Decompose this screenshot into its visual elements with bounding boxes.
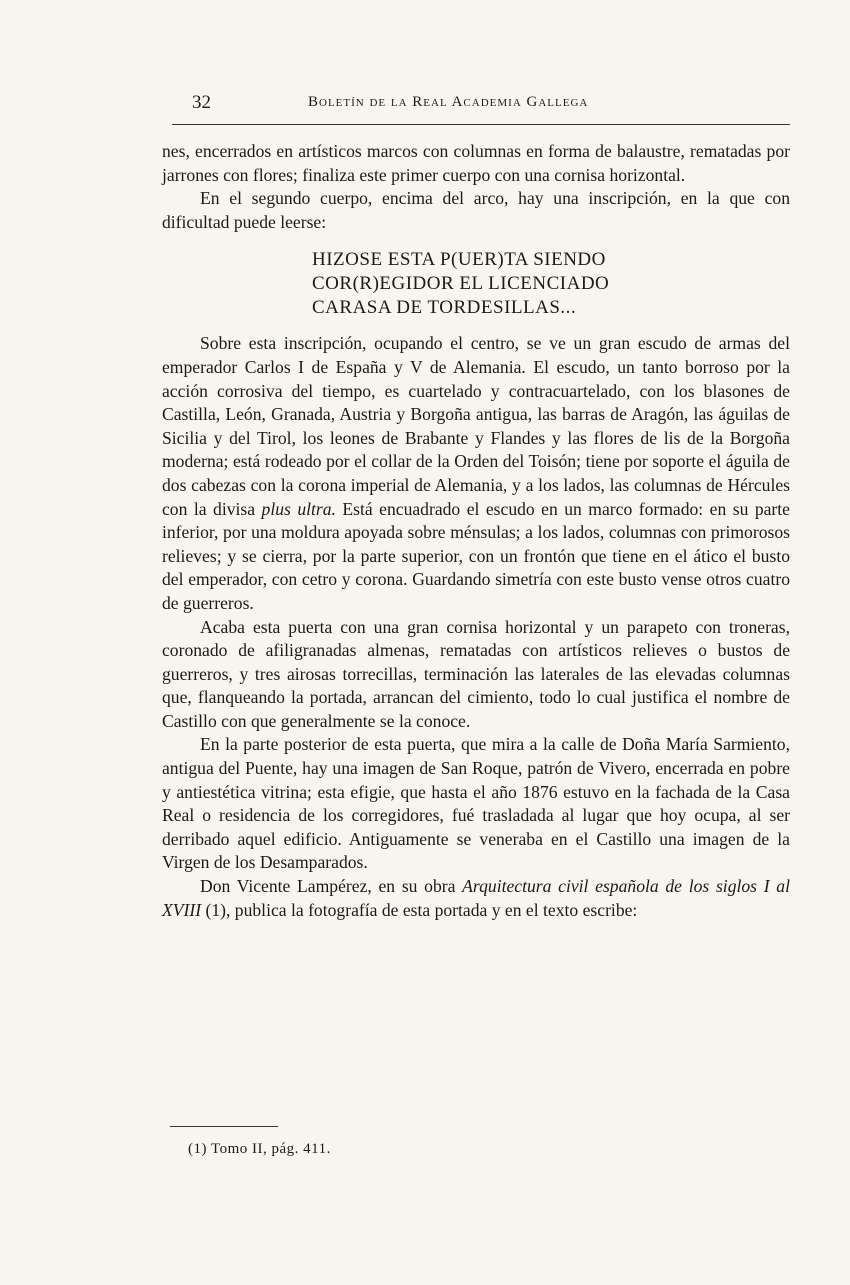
paragraph-3-italic: plus ultra. [261, 498, 336, 519]
paragraph-6-part-a: Don Vicente Lampérez, en su obra [200, 876, 456, 897]
inscription-line-3: CARASA DE TORDESILLAS... [312, 297, 577, 319]
paragraph-6-part-b: (1), publica la fotografía de esta portada y en el texto escribe: [201, 899, 638, 920]
paragraph-3-part-b: Está encuadrado el escudo en un marco formado: en su parte inferior, por una moldura apoyada sobre ménsulas; a los lados, columnas con primorosos relieves; y se cierra, por la parte superior, con un frontón que tiene en el ático el busto del emperador, con cetro y corona. Guardando simetría con este busto vense otros cuatro de guerreros. [162, 498, 790, 613]
paragraph-2: En el segundo cuerpo, encima del arco, hay una inscripción, en la que con dificultad puede leerse: [162, 188, 790, 232]
paragraph-4: Acaba esta puerta con una gran cornisa horizontal y un parapeto con troneras, coronado de afiligranadas almenas, rematadas con artísticos relieves o bustos de guerreros, y tres airosas torrecillas, terminación las laterales de las elevadas columnas que, flanqueando la portada, arrancan del cimiento, todo lo cual justifica el nombre de Castillo con que generalmente se la conoce. [162, 616, 790, 731]
footnote-rule [170, 1126, 278, 1127]
running-head: Boletín de la Real Academia Gallega [308, 94, 589, 110]
paragraph-3 [162, 332, 790, 615]
paragraph-6-italic: Arquitectura civil española de los siglos I al XVIII [162, 876, 790, 920]
paragraph-5: En la parte posterior de esta puerta, que mira a la calle de Doña María Sarmiento, antigua del Puente, hay una imagen de San Roque, patrón de Vivero, encerrada en pobre y antiestética vitrina; esta efigie, que hasta el año 1876 estuvo en la fachada de la Casa Real o residencia de los corregidores, fué trasladada al lugar que hoy ocupa, al ser derribado aquel edificio. Antiguamente se veneraba en el Castillo una imagen de la Virgen de los Desamparados. [162, 734, 790, 873]
paragraph-3-part-a: Sobre esta inscripción, ocupando el centro, se ve un gran escudo de armas del emperador Carlos I de España y V de Alemania. El escudo, un tanto borroso por la acción corrosiva del tiempo, es cuartelado y contracuartelado, con los blasones de Castilla, León, Granada, Austria y Borgoña antigua, las barras de Aragón, las águilas de Sicilia y del Tirol, los leones de Brabante y Flandes y las flores de lis de la Borgoña moderna; está rodeado por el collar de la Orden del Toisón; tiene por soporte el águila de dos cabezas con la corona imperial de Alemania, y a los lados, las columnas de Hércules con la divisa [162, 333, 790, 519]
inscription-line-2: COR(R)EGIDOR EL LICENCIADO [312, 273, 610, 295]
footnote: (1) Tomo II, pág. 411. [188, 1141, 331, 1157]
paragraph-6 [162, 875, 790, 922]
paragraph-1: nes, encerrados en artísticos marcos con columnas en forma de balaustre, rematadas por jarrones con flores; finaliza este primer cuerpo con una cornisa horizontal. [162, 141, 790, 185]
body-text [162, 140, 790, 922]
inscription-line-1: HIZOSE ESTA P(UER)TA SIENDO [312, 249, 606, 271]
page-number: 32 [192, 92, 211, 113]
inscription [312, 248, 790, 320]
header-rule [172, 124, 790, 125]
page-header [170, 92, 790, 122]
